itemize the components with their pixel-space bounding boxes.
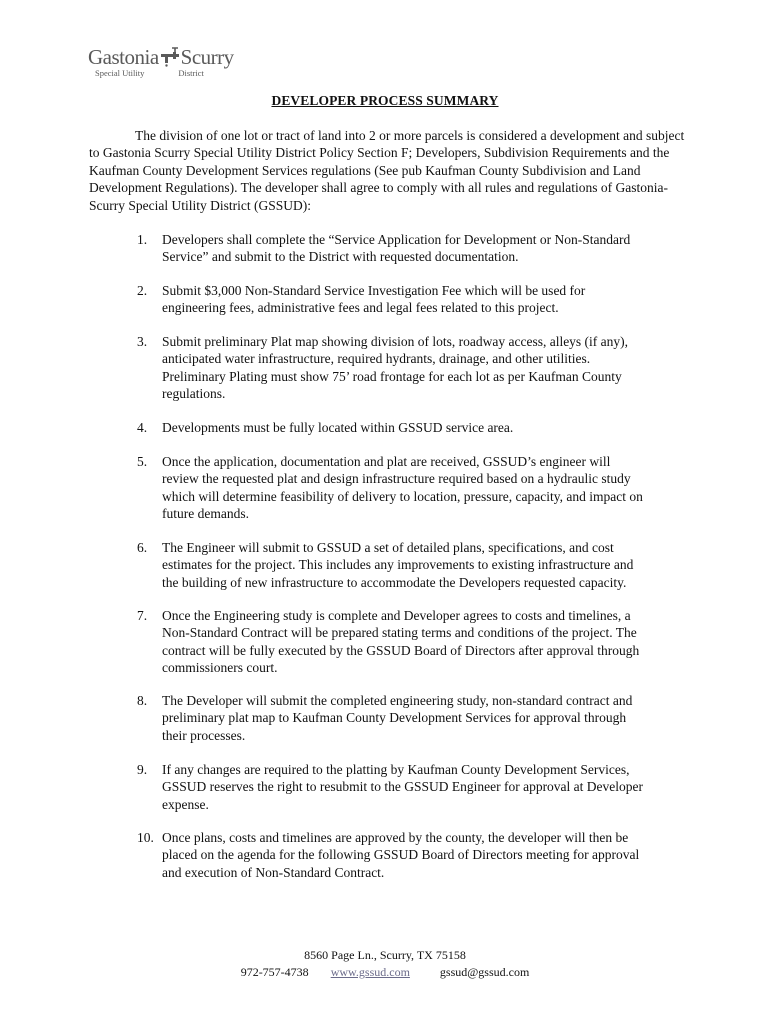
- step-line: Once the application, documentation and plat are received, GSSUD’s engineer will: [162, 454, 611, 469]
- step-number: 5.: [137, 454, 148, 469]
- list-item: [137, 539, 687, 591]
- step-line: their processes.: [162, 727, 246, 743]
- step-number: 2.: [137, 283, 148, 298]
- step-line: Service” and submit to the District with requested documentation.: [162, 249, 519, 265]
- step-line: The Developer will submit the completed engineering study, non-standard contract and: [162, 693, 633, 708]
- list-item: [137, 282, 687, 317]
- step-line: If any changes are required to the platting by Kaufman County Development Services,: [162, 762, 630, 777]
- step-number: 8.: [137, 693, 148, 708]
- logo-sub-left: Special Utility: [95, 68, 145, 78]
- step-line: and execution of Non-Standard Contract.: [162, 864, 385, 880]
- page-footer: [0, 947, 770, 981]
- step-line: Once plans, costs and timelines are approved by the county, the developer will then be: [162, 830, 629, 845]
- step-line: engineering fees, administrative fees and legal fees related to this project.: [162, 300, 559, 316]
- list-item: [137, 607, 687, 677]
- footer-contact-row: [0, 964, 770, 981]
- step-line: review the requested plat and design infrastructure required based on a hydraulic study: [162, 471, 631, 487]
- list-item: [137, 419, 687, 436]
- logo-name-left: Gastonia: [88, 45, 159, 69]
- footer-phone: 972-757-4738: [240, 965, 309, 979]
- district-logo: [88, 46, 238, 86]
- step-number: 10.: [137, 830, 154, 845]
- step-line: anticipated water infrastructure, required hydrants, drainage, and other utilities.: [162, 351, 591, 367]
- step-line: GSSUD reserves the right to resubmit to the GSSUD Engineer for approval at Developer: [162, 779, 644, 795]
- step-line: Preliminary Plating must show 75’ road frontage for each lot as per Kaufman County: [162, 368, 622, 384]
- list-item: [137, 692, 687, 744]
- footer-email: gssud@gssud.com: [439, 965, 530, 979]
- logo-wordmark: [88, 46, 234, 68]
- logo-subtitle: [95, 68, 204, 78]
- step-line: Once the Engineering study is complete and Developer agrees to costs and timelines, a: [162, 608, 631, 623]
- step-number: 4.: [137, 420, 148, 435]
- step-line: preliminary plat map to Kaufman County Development Services for approval through: [162, 710, 627, 726]
- logo-name-right: Scurry: [180, 45, 234, 69]
- step-line: estimates for the project. This includes any improvements to existing infrastructure and: [162, 557, 634, 573]
- intro-paragraph: [89, 127, 689, 214]
- step-line: Developments must be fully located within GSSUD service area.: [162, 420, 514, 435]
- step-number: 6.: [137, 540, 148, 555]
- list-item: [137, 829, 687, 881]
- faucet-icon: [159, 47, 181, 67]
- step-line: Submit preliminary Plat map showing division of lots, roadway access, alleys (if any),: [162, 334, 629, 349]
- step-number: 1.: [137, 232, 148, 247]
- step-line: The Engineer will submit to GSSUD a set of detailed plans, specifications, and cost: [162, 540, 614, 555]
- step-line: future demands.: [162, 506, 249, 522]
- step-line: the building of new infrastructure to accommodate the Developers requested capacity.: [162, 574, 627, 590]
- step-line: expense.: [162, 796, 209, 812]
- website-link[interactable]: www.gssud.com: [330, 965, 410, 979]
- logo-sub-right: District: [178, 68, 204, 78]
- step-line: placed on the agenda for the following GSSUD Board of Directors meeting for approval: [162, 847, 640, 863]
- list-item: [137, 231, 687, 266]
- step-number: 9.: [137, 762, 148, 777]
- list-item: [137, 333, 687, 403]
- list-item: [137, 761, 687, 813]
- list-item: [137, 453, 687, 523]
- step-line: Submit $3,000 Non-Standard Service Investigation Fee which will be used for: [162, 283, 586, 298]
- step-line: contract will be fully executed by the GSSUD Board of Directors after approval through: [162, 642, 640, 658]
- step-line: commissioners court.: [162, 660, 278, 676]
- step-line: which will determine feasibility of delivery to location, pressure, capacity, and impact on: [162, 488, 643, 504]
- page-title: DEVELOPER PROCESS SUMMARY: [271, 93, 499, 108]
- step-number: 7.: [137, 608, 148, 623]
- step-line: Non-Standard Contract will be prepared stating terms and conditions of the project. The: [162, 625, 637, 641]
- step-line: regulations.: [162, 386, 226, 402]
- intro-text: The division of one lot or tract of land into 2 or more parcels is considered a development and subject to Gastonia Scurry Special Utility District Policy Section F; Developers, Subdivision Requirements and the Kaufman County Development Services regulations (See pub Kaufman County Subdivision and Land Development Regulations). The developer shall agree to comply with all rules and regulations of Gastonia-Scurry Special Utility District (GSSUD):: [89, 128, 685, 213]
- footer-address: 8560 Page Ln., Scurry, TX 75158: [304, 948, 466, 962]
- step-number: 3.: [137, 334, 148, 349]
- step-line: Developers shall complete the “Service Application for Development or Non-Standard: [162, 232, 631, 247]
